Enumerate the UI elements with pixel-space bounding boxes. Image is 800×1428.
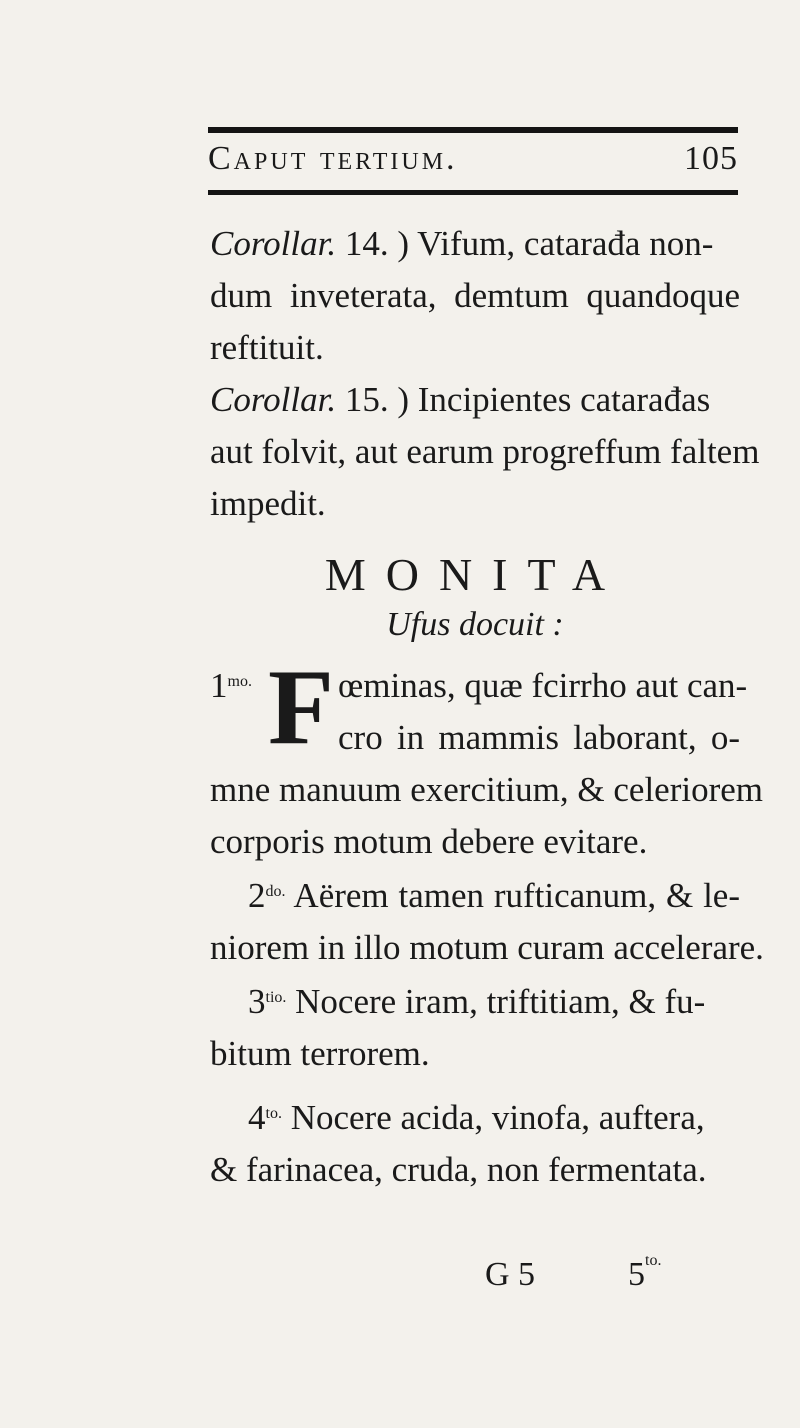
corollary-text: ) Incipientes catarađas <box>397 380 711 419</box>
ordinal-number: 2 <box>248 876 266 915</box>
section-subheading: Ufus docuit : <box>386 606 564 643</box>
catchword <box>628 1252 662 1294</box>
item-1-line-1: œminas, quæ fcirrho aut can- <box>338 666 748 705</box>
item-1-ordinal <box>210 664 270 708</box>
corollary-14-line-1 <box>210 222 740 266</box>
item-text: Nocere acida, vinofa, auftera, <box>290 1098 705 1137</box>
item-4-line-2: & farinacea, cruda, non fermentata. <box>210 1150 707 1189</box>
corollary-15-line-1 <box>210 378 740 422</box>
ordinal-suffix: do. <box>265 883 286 900</box>
drop-cap: F <box>268 648 334 767</box>
catchword-suffix: to. <box>645 1252 662 1269</box>
item-3-line-2: bitum terrorem. <box>210 1034 430 1073</box>
ordinal-number: 3 <box>248 982 266 1021</box>
header-rule-top <box>208 127 738 133</box>
corollary-15-line-3: impedit. <box>210 484 326 523</box>
item-4-line-1 <box>248 1096 740 1140</box>
corollary-number: 15. <box>344 380 389 419</box>
corollary-text: ) Vifum, catarađa non- <box>388 224 714 263</box>
corollary-15-line-2: aut folvit, aut earum progreffum faltem <box>210 432 760 471</box>
item-text: Nocere iram, triftitiam, & fu- <box>295 982 706 1021</box>
catchword-number: 5 <box>628 1256 645 1293</box>
ordinal-number: 4 <box>248 1098 266 1137</box>
item-1-line-3: mne manuum exercitium, & celeriorem <box>210 770 763 809</box>
page-number: 105 <box>684 140 738 177</box>
item-1-line-4: corporis motum debere evitare. <box>210 822 648 861</box>
header-rule-bottom <box>208 190 738 195</box>
corollary-14-line-2: dum inveterata, demtum quandoque <box>210 276 740 315</box>
ordinal-number: 1 <box>210 666 228 705</box>
corollary-14-line-3: reftituit. <box>210 328 324 367</box>
corollary-label: Corollar. <box>210 380 337 419</box>
ordinal-suffix: to. <box>265 1105 282 1122</box>
item-2-line-2: niorem in illo motum curam accelerare. <box>210 928 764 967</box>
ordinal-suffix: tio. <box>265 989 287 1006</box>
section-heading: MONITA <box>324 549 626 600</box>
item-3-line-1 <box>248 980 740 1024</box>
corollary-number: 14. <box>344 224 389 263</box>
item-1-line-2: cro in mammis laborant, o- <box>338 718 740 757</box>
item-text: Aërem tamen rufticanum, & le- <box>293 876 740 915</box>
running-header <box>208 136 738 188</box>
running-title: Caput tertium. <box>208 140 458 177</box>
item-2-line-1 <box>248 874 740 918</box>
ordinal-suffix: mo. <box>227 673 252 690</box>
corollary-label: Corollar. <box>210 224 337 263</box>
signature-mark: G 5 <box>485 1256 536 1293</box>
